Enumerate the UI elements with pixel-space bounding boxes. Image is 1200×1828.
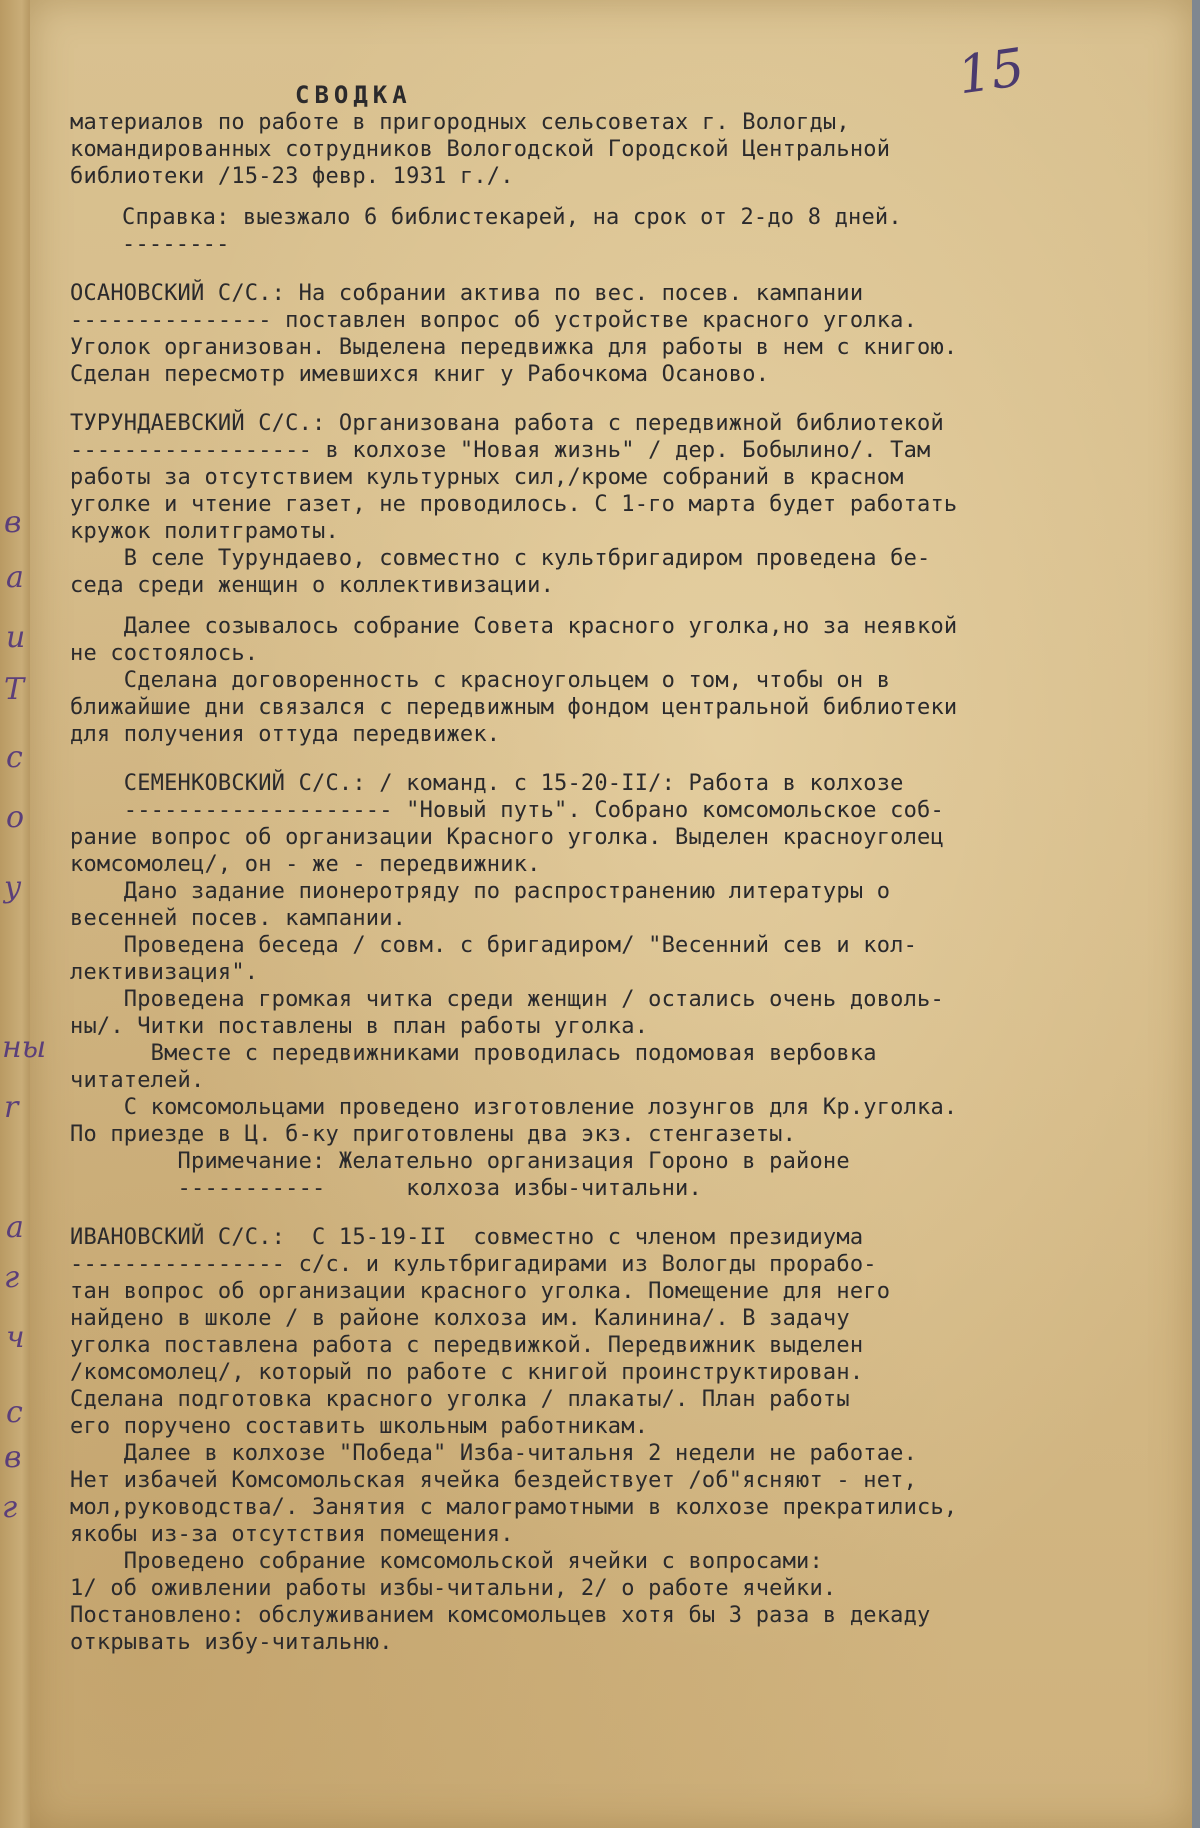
section-line: не состоялось.: [70, 641, 259, 666]
margin-mark: в: [4, 1440, 22, 1475]
margin-mark: у: [4, 870, 22, 905]
margin-mark: г: [4, 1260, 20, 1295]
section-line: весенней посев. кампании.: [70, 906, 407, 931]
section-line: Вместе с передвижниками проводилась подомовая вербовка: [70, 1041, 877, 1066]
section-line: ИВАНОВСКИЙ С/С.: С 15-19-II совместно с членом президиума: [70, 1225, 864, 1250]
section-line: ---------------- с/с. и культбригадирами из Вологды прорабо-: [70, 1252, 877, 1277]
section-line: его поручено составить школьным работникам.: [70, 1414, 649, 1439]
margin-mark: ны: [2, 1030, 47, 1065]
section-line: /комсомолец/, который по работе с книгой проинструктирован.: [70, 1360, 864, 1385]
margin-mark: а: [6, 1210, 24, 1245]
section-line: Сделана договоренность с красноугольцем о том, чтобы он в: [70, 668, 891, 693]
section-line: уголке и чтение газет, не проводилось. С 1-го марта будет работать: [70, 492, 958, 517]
section-line: для получения оттуда передвижек.: [70, 722, 501, 747]
reference-underline: --------: [122, 232, 230, 257]
margin-mark: r: [4, 1090, 19, 1125]
section-line: ны/. Читки поставлены в план работы уголка.: [70, 1014, 649, 1039]
section-line: ----------- колхоза избы-читальни.: [70, 1176, 702, 1201]
section-ivanovsky: [70, 1224, 1195, 1656]
section-line: уголка поставлена работа с передвижкой. Передвижник выделен: [70, 1333, 864, 1358]
reference-note: Справка: выезжало 6 библистекарей, на срок от 2-до 8 дней.: [122, 205, 902, 230]
section-line: Уголок организован. Выделена передвижка для работы в нем с книгою.: [70, 335, 958, 360]
margin-mark: в: [4, 505, 22, 540]
section-line: [70, 599, 1195, 613]
section-line: Сделан пересмотр имевшихся книг у Рабочкома Осаново.: [70, 362, 770, 387]
margin-mark: и: [6, 620, 26, 655]
section-line: Нет избачей Комсомольская ячейка бездействует /об"ясняют - нет,: [70, 1468, 918, 1493]
section-line: Проведена беседа / совм. с бригадиром/ "Весенний сев и кол-: [70, 933, 918, 958]
heading-line: библиотеки /15-23 февр. 1931 г./.: [70, 164, 514, 189]
section-line: Проведена громкая читка среди женщин / остались очень доволь-: [70, 987, 944, 1012]
section-line: С комсомольцами проведено изготовление лозунгов для Кр.уголка.: [70, 1095, 958, 1120]
section-line: По приезде в Ц. б-ку приготовлены два экз. стенгазеты.: [70, 1122, 797, 1147]
folio-number: 15: [953, 37, 1028, 107]
section-line: ТУРУНДАЕВСКИЙ С/С.: Организована работа с передвижной библиотекой: [70, 411, 944, 436]
section-turundaevsky: [70, 410, 1195, 748]
section-line: седа среди женщин о коллективизации.: [70, 573, 555, 598]
section-line: Постановлено: обслуживанием комсомольцев хотя бы 3 раза в декаду: [70, 1603, 931, 1628]
section-line: 1/ об оживлении работы избы-читальни, 2/ о работе ячейки.: [70, 1576, 837, 1601]
margin-mark: о: [6, 800, 25, 835]
section-semenkovsky: [70, 770, 1195, 1202]
section-line: СЕМЕНКОВСКИЙ С/С.: / команд. с 15-20-II/: Работа в колхозе: [70, 771, 904, 796]
section-line: -------------------- "Новый путь". Собрано комсомольское соб-: [70, 798, 944, 823]
heading-line: командированных сотрудников Вологодской Городской Центральной: [70, 137, 891, 162]
margin-mark: с: [6, 1395, 23, 1430]
margin-mark: с: [6, 740, 23, 775]
section-line: мол,руководства/. Занятия с малограмотными в колхозе прекратились,: [70, 1495, 958, 1520]
section-line: рание вопрос об организации Красного уголка. Выделен красноуголец: [70, 825, 944, 850]
section-line: тан вопрос об организации красного уголка. Помещение для него: [70, 1279, 891, 1304]
margin-mark: а: [6, 560, 24, 595]
section-line: Далее в колхозе "Победа" Изба-читальня 2 недели не работае.: [70, 1441, 918, 1466]
heading-line: материалов по работе в пригородных сельсоветах г. Вологды,: [70, 110, 850, 135]
section-line: Примечание: Желательно организация Гороно в районе: [70, 1149, 850, 1174]
section-line: ------------------ в колхозе "Новая жизнь" / дер. Бобылино/. Там: [70, 438, 931, 463]
section-line: лективизация".: [70, 960, 259, 985]
section-line: якобы из-за отсутствия помещения.: [70, 1522, 514, 1547]
section-line: читателей.: [70, 1068, 205, 1093]
section-osanovsky: [70, 280, 1195, 388]
paper-sheet: [2, 0, 1192, 1828]
section-line: В селе Турундаево, совместно с культбригадиром проведена бе-: [70, 546, 931, 571]
section-line: Дано задание пионеротряду по распространению литературы о: [70, 879, 891, 904]
section-line: ближайшие дни связался с передвижным фондом центральной библиотеки: [70, 695, 958, 720]
section-line: открывать избу-читальню.: [70, 1630, 393, 1655]
margin-mark: ч: [6, 1320, 25, 1355]
typed-document: [70, 82, 1195, 1656]
section-line: работы за отсутствием культурных сил,/кроме собраний в красном: [70, 465, 904, 490]
margin-mark: Т: [4, 672, 25, 707]
section-line: --------------- поставлен вопрос об устройстве красного уголка.: [70, 308, 918, 333]
section-line: ОСАНОВСКИЙ С/С.: На собрании актива по вес. посев. кампании: [70, 281, 864, 306]
document-title: СВОДКА: [295, 81, 412, 109]
section-line: Проведено собрание комсомольской ячейки с вопросами:: [70, 1549, 823, 1574]
section-line: Далее созывалось собрание Совета красного уголка,но за неявкой: [70, 614, 958, 639]
margin-mark: г: [2, 1490, 18, 1525]
section-line: найдено в школе / в районе колхоза им. Калинина/. В задачу: [70, 1306, 850, 1331]
section-line: комсомолец/, он - же - передвижник.: [70, 852, 541, 877]
section-line: кружок политграмоты.: [70, 519, 339, 544]
section-line: Сделана подготовка красного уголка / плакаты/. План работы: [70, 1387, 850, 1412]
